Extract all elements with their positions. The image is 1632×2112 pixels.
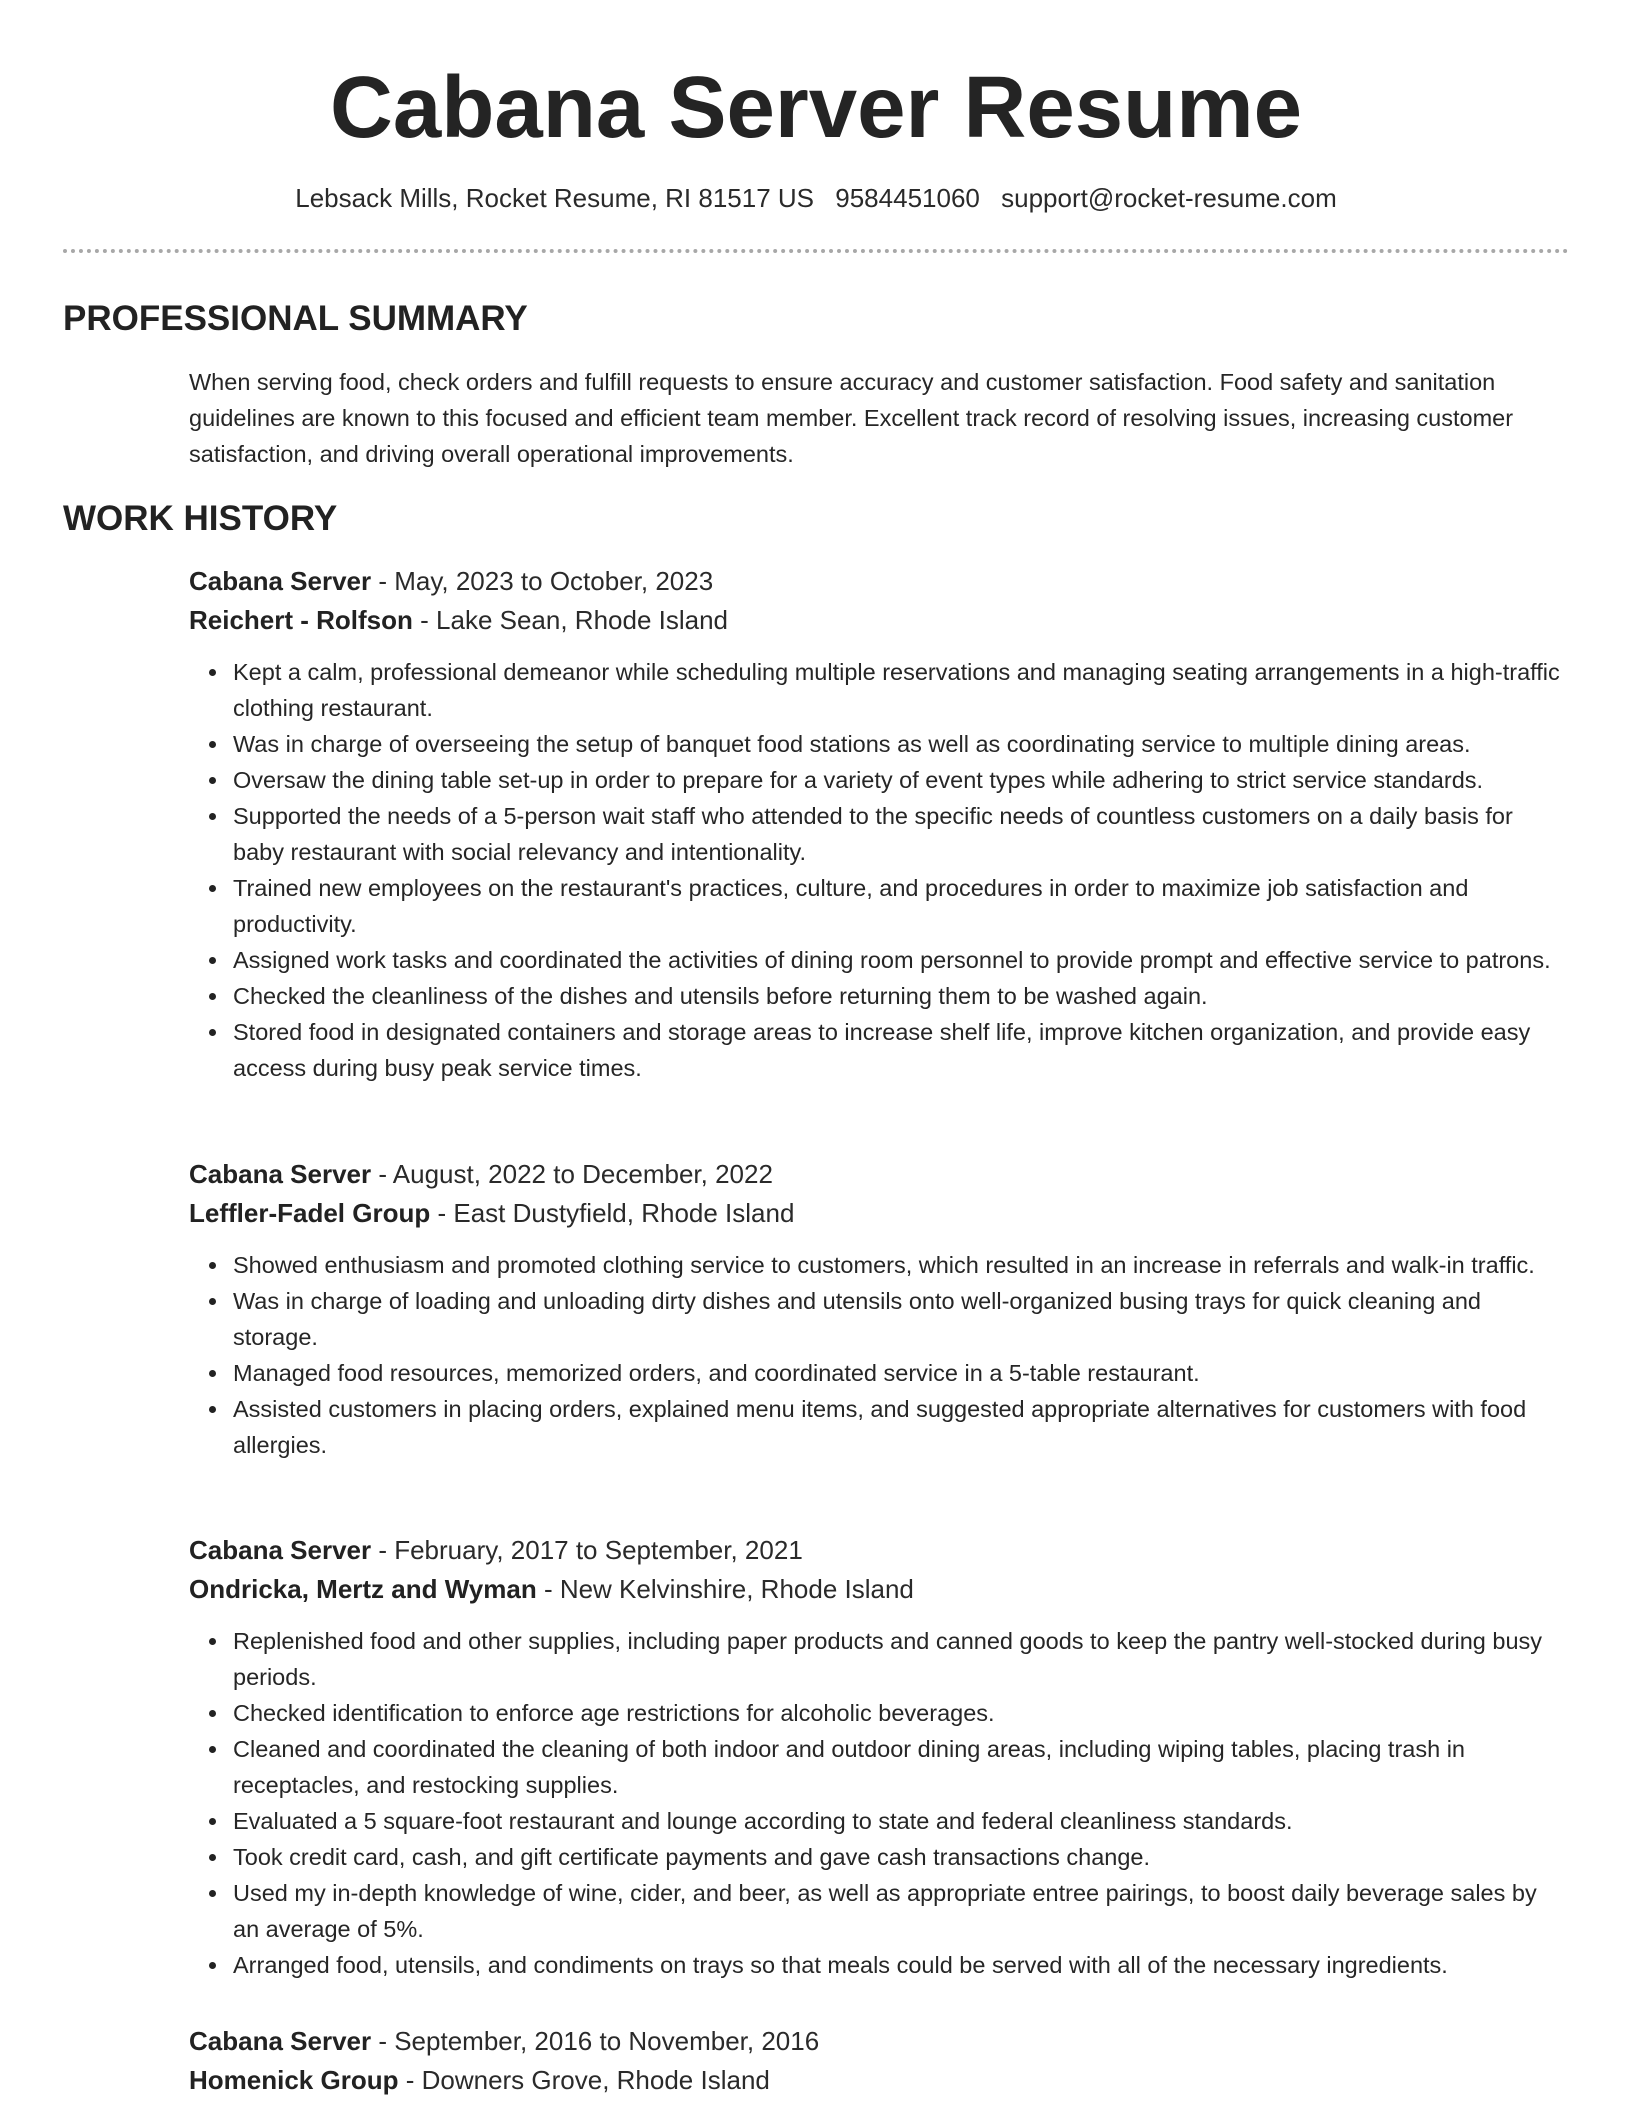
job-bullet: Took credit card, cash, and gift certificate payments and gave cash transactions change. — [233, 1839, 1569, 1875]
job-bullet: Was in charge of loading and unloading dirty dishes and utensils onto well-organized busing trays for quick cleaning and storage. — [233, 1283, 1569, 1355]
job-title-line — [189, 1531, 1569, 1570]
job-title: Cabana Server — [189, 566, 372, 596]
job-title: Cabana Server — [189, 1535, 372, 1565]
job-company: Ondricka, Mertz and Wyman — [189, 1574, 537, 1604]
job-bullet: Stored food in designated containers and storage areas to increase shelf life, improve kitchen organization, and provide easy access during busy peak service times. — [233, 1014, 1569, 1086]
job-title: Cabana Server — [189, 1159, 372, 1189]
job-company-line — [189, 1570, 1569, 1609]
job-title-line — [189, 562, 1569, 601]
job-bullet: Supported the needs of a 5-person wait staff who attended to the specific needs of countless customers on a daily basis for baby restaurant with social relevancy and intentionality. — [233, 798, 1569, 870]
job-dates: - May, 2023 to October, 2023 — [371, 566, 714, 596]
job-bullet: Arranged food, utensils, and condiments on trays so that meals could be served with all of the necessary ingredients. — [233, 1947, 1569, 1983]
job-location: - Downers Grove, Rhode Island — [398, 2065, 770, 2095]
summary-heading: PROFESSIONAL SUMMARY — [63, 299, 528, 338]
job-title: Cabana Server — [189, 2026, 372, 2056]
job-dates: - February, 2017 to September, 2021 — [371, 1535, 803, 1565]
job-bullet: Managed food resources, memorized orders, and coordinated service in a 5-table restaurant. — [233, 1355, 1569, 1391]
job-title-line — [189, 2022, 1569, 2061]
job-location: - New Kelvinshire, Rhode Island — [536, 1574, 914, 1604]
job-bullet: Trained new employees on the restaurant's practices, culture, and procedures in order to maximize job satisfaction and productivity. — [233, 870, 1569, 942]
job-entry — [189, 1531, 1569, 1983]
job-bullets — [189, 1623, 1569, 1983]
contact-address: Lebsack Mills, Rocket Resume, RI 81517 US — [295, 183, 815, 213]
contact-phone: 9584451060 — [835, 183, 980, 213]
job-bullet: Cleaned and coordinated the cleaning of both indoor and outdoor dining areas, including wiping tables, placing trash in receptacles, and restocking supplies. — [233, 1731, 1569, 1803]
resume-title: Cabana Server Resume — [330, 59, 1302, 156]
job-entry — [189, 1155, 1569, 1463]
job-bullet: Checked identification to enforce age restrictions for alcoholic beverages. — [233, 1695, 1569, 1731]
job-bullet: Used my in-depth knowledge of wine, cider, and beer, as well as appropriate entree pairings, to boost daily beverage sales by an average of 5%. — [233, 1875, 1569, 1947]
job-bullet: Assisted customers in placing orders, explained menu items, and suggested appropriate alternatives for customers with food allergies. — [233, 1391, 1569, 1463]
job-bullet: Assigned work tasks and coordinated the activities of dining room personnel to provide prompt and effective service to patrons. — [233, 942, 1569, 978]
job-dates: - August, 2022 to December, 2022 — [371, 1159, 773, 1189]
job-bullet: Was in charge of overseeing the setup of banquet food stations as well as coordinating service to multiple dining areas. — [233, 726, 1569, 762]
job-company-line — [189, 1194, 1569, 1233]
job-entry — [189, 2022, 1569, 2100]
job-bullet: Evaluated a 5 square-foot restaurant and lounge according to state and federal cleanliness standards. — [233, 1803, 1569, 1839]
job-bullet: Showed enthusiasm and promoted clothing service to customers, which resulted in an increase in referrals and walk-in traffic. — [233, 1247, 1569, 1283]
job-company: Reichert - Rolfson — [189, 605, 413, 635]
summary-text: When serving food, check orders and fulfill requests to ensure accuracy and customer satisfaction. Food safety and sanitation guidelines are known to this focused and efficient team member. Excellent track record of resolving issues, increasing customer satisfaction, and driving overall operational improvements. — [189, 369, 1514, 467]
job-bullet: Replenished food and other supplies, including paper products and canned goods to keep the pantry well-stocked during busy periods. — [233, 1623, 1569, 1695]
job-location: - Lake Sean, Rhode Island — [412, 605, 729, 635]
job-bullets — [189, 654, 1569, 1086]
work-history-heading: WORK HISTORY — [63, 499, 338, 538]
job-company-line — [189, 2061, 1569, 2100]
contact-line — [0, 180, 1632, 216]
job-title-line — [189, 1155, 1569, 1194]
job-company-line — [189, 601, 1569, 640]
job-location: - East Dustyfield, Rhode Island — [430, 1198, 795, 1228]
job-bullet: Oversaw the dining table set-up in order to prepare for a variety of event types while adhering to strict service standards. — [233, 762, 1569, 798]
job-company: Homenick Group — [189, 2065, 399, 2095]
job-dates: - September, 2016 to November, 2016 — [371, 2026, 820, 2056]
job-bullet: Checked the cleanliness of the dishes and utensils before returning them to be washed again. — [233, 978, 1569, 1014]
job-bullet: Kept a calm, professional demeanor while scheduling multiple reservations and managing seating arrangements in a high-traffic clothing restaurant. — [233, 654, 1569, 726]
job-entry — [189, 562, 1569, 1086]
job-bullets — [189, 1247, 1569, 1463]
job-company: Leffler-Fadel Group — [189, 1198, 431, 1228]
header-divider — [63, 249, 1569, 253]
contact-email: support@rocket-resume.com — [1001, 183, 1337, 213]
